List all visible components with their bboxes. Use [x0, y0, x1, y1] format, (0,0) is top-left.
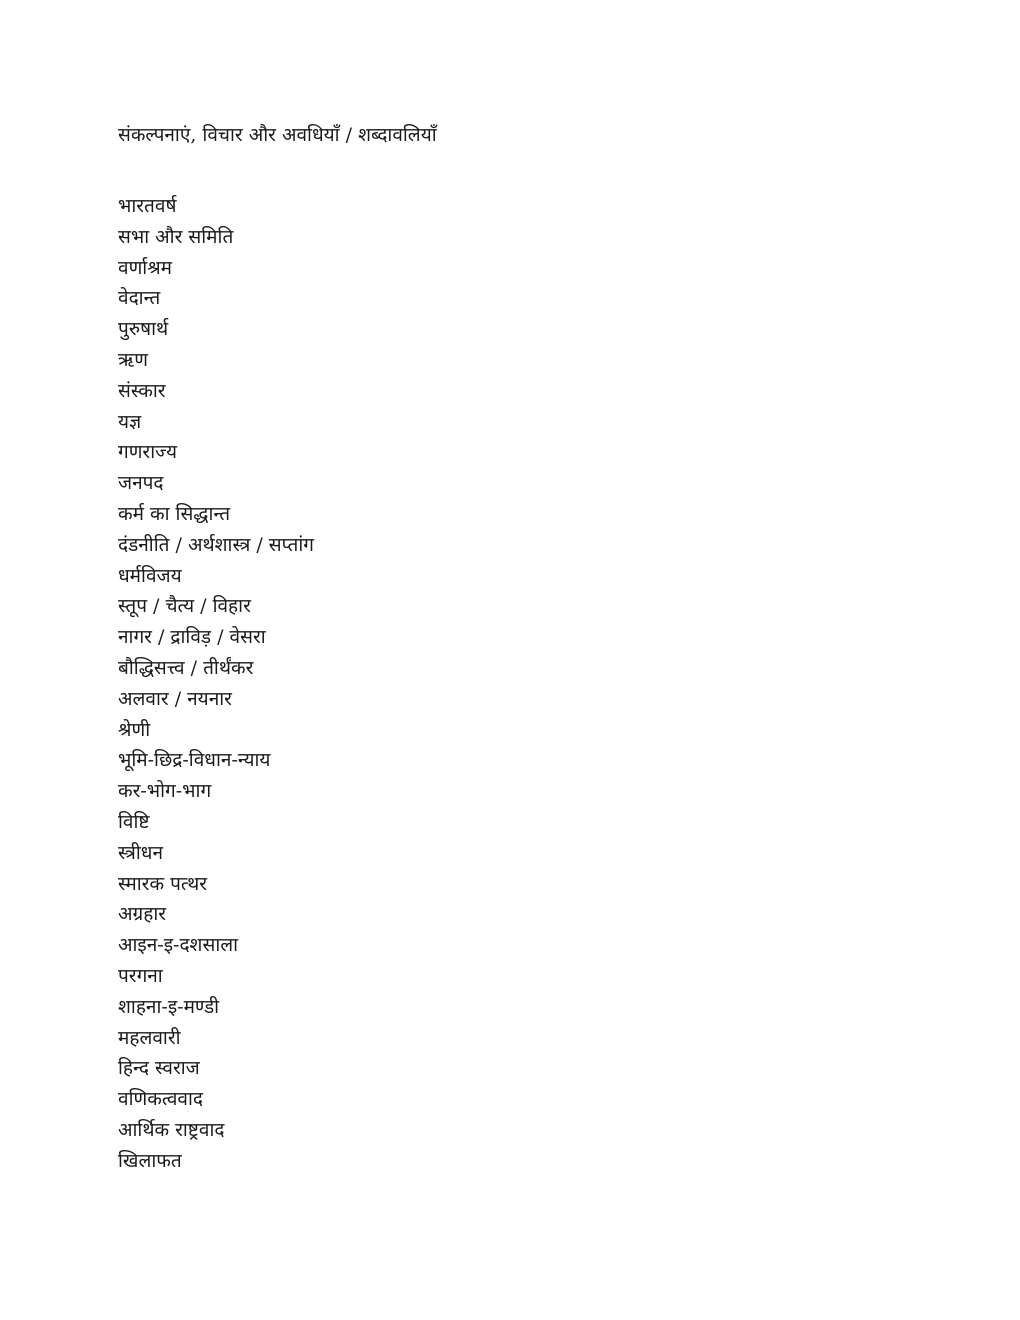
term-item: भारतवर्ष — [118, 195, 177, 217]
term-item: अलवार / नयनार — [118, 687, 232, 710]
term-item: संस्कार — [118, 379, 166, 402]
term-item: स्त्रीधन — [118, 841, 164, 864]
term-item: पुरुषार्थ — [118, 318, 169, 341]
term-item: शाहना-इ-मण्डी — [118, 995, 220, 1018]
term-list — [118, 191, 314, 1177]
term-item: कर-भोग-भाग — [118, 780, 212, 803]
term-item: यज्ञ — [118, 410, 142, 433]
term-item: विष्टि — [118, 810, 150, 833]
term-item: बौद्धिसत्त्व / तीर्थंकर — [118, 656, 254, 679]
term-item: जनपद — [118, 472, 164, 495]
term-item: अग्रहार — [118, 903, 167, 926]
term-item: नागर / द्राविड़ / वेसरा — [118, 626, 266, 649]
term-item: वेदान्त — [118, 287, 161, 310]
term-item: भूमि-छिद्र-विधान-न्याय — [118, 749, 271, 772]
term-item: कर्म का सिद्धान्त — [118, 502, 231, 525]
term-item: आइन-इ-दशसाला — [118, 934, 239, 957]
term-item: गणराज्य — [118, 441, 178, 464]
term-item: दंडनीति / अर्थशास्त्र / सप्तांग — [118, 533, 314, 556]
term-item: आर्थिक राष्ट्रवाद — [118, 1118, 225, 1141]
term-item: महलवारी — [118, 1026, 181, 1049]
term-item: खिलाफत — [118, 1149, 182, 1172]
page-heading: संकल्पनाएं, विचार और अवधियाँ / शब्दावलियाँ — [118, 124, 437, 146]
term-item: वर्णाश्रम — [118, 256, 173, 279]
term-item: श्रेणी — [118, 718, 151, 741]
term-item: स्मारक पत्थर — [118, 872, 208, 895]
term-item: हिन्द स्वराज — [118, 1057, 200, 1080]
term-item: परगना — [118, 964, 163, 987]
term-item: सभा और समिति — [118, 225, 234, 248]
term-item: धर्मविजय — [118, 564, 182, 587]
term-item: स्तूप / चैत्य / विहार — [118, 595, 251, 618]
term-item: वणिकत्ववाद — [118, 1088, 203, 1111]
term-item: ऋण — [118, 348, 148, 371]
